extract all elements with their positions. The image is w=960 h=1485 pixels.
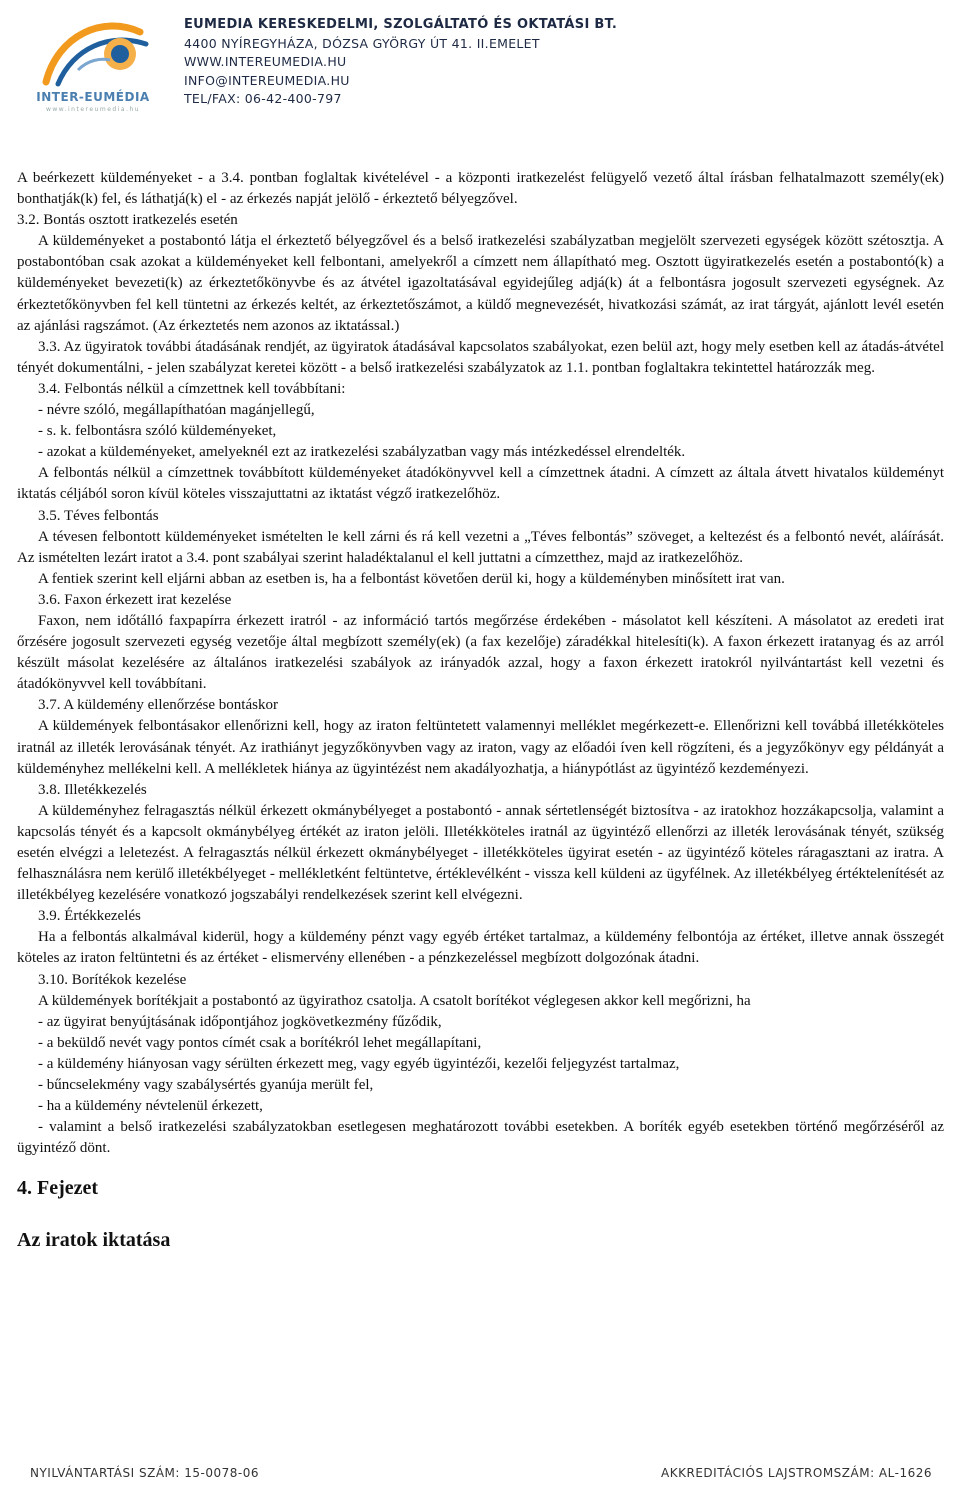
section-title: 3.2. Bontás osztott iratkezelés esetén: [17, 212, 238, 229]
list-item: - a beküldő nevét vagy pontos címét csak a borítékról lehet megállapítani,: [38, 1034, 482, 1051]
paragraph: A küldeményeket a postabontó látja el érkeztető bélyegzővel és a belső iratkezelési szabályzatban megjelölt szervezeti egységek között szétosztja. A postabontóban csak azokat a küldeményeket kell felbontani, amelyekről a címzett nem állapítható meg. Osztott ügyiratkezelés esetén a postabontó(k) a küldeményeket bevezeti(k) az érkeztetőkönyvbe és az átvétel igazoltatásával egyidejűleg adjá(k) át a felbontásra jogosult szervezeti egységnek. Az érkeztetőkönyvben fel kell tüntetni az érkezés keltét, az érkeztetőszámot, a küldő megnevezését, hivatkozási számát, az irat tárgyát, ajánlott levél esetén az ajánlási ragszámot. (Az érkeztetés nem azonos az iktatással.): [17, 233, 944, 334]
logo-website: www.intereumedia.hu: [45, 106, 141, 113]
list-item: - névre szóló, megállapíthatóan magánjellegű,: [38, 402, 315, 419]
list-item: - bűncselekmény vagy szabálysértés gyanúja merült fel,: [38, 1077, 374, 1094]
paragraph: A felbontás nélkül a címzettnek továbbított küldeményeket átadókönyvvel kell a címzettnek átadni. A címzett az általa átvett hivatalos küldeményt iktatás céljából soron kívül köteles visszajuttatni az iktatást végző iratkezelőhöz.: [17, 465, 944, 503]
company-web: WWW.INTEREUMEDIA.HU: [184, 54, 347, 70]
company-phone: TEL/FAX: 06-42-400-797: [184, 91, 342, 107]
company-name: EUMEDIA KERESKEDELMI, SZOLGÁLTATÓ ÉS OKTATÁSI BT.: [184, 17, 618, 32]
company-info: [184, 16, 617, 109]
registration-number: NYILVÁNTARTÁSI SZÁM: 15-0078-06: [30, 1466, 259, 1480]
paragraph: A küldeményhez felragasztás nélkül érkezett okmánybélyeget a postabontó - annak sértetlenségét biztosítva - az iratokhoz hozzákapcsolja, valamint a kapcsolás tényét és a kapcsolt okmánybélyeg értékét az iraton jelöli. Illetékköteles iratnál az ügyintéző ellenőrzi az illeték lerovásának tényét, szükség esetén elvégzi a leletezést. A felragasztás nélkül érkezett okmánybélyeget - illetékköteles ügyirat esetén - az ügyintéző köteles ráragasztani az iratra. A felhasználásra nem kerülő illetékbélyeget - mellékletként feltüntetve, értéklevélként - vissza kell küldeni az ügyfélnek. Az illetékbélyeg értéktelenítését az illetékbélyeg kezelésére vonatkozó jogszabályi rendelkezések szerint kell elvégezni.: [17, 802, 944, 904]
paragraph: A küldemények borítékjait a postabontó az ügyirathoz csatolja. A csatolt borítékot véglegesen akkor kell megőrizni, ha: [38, 992, 751, 1009]
list-item: - az ügyirat benyújtásának időpontjához jogkövetkezmény fűződik,: [38, 1013, 442, 1030]
accreditation-number: AKKREDITÁCIÓS LAJSTROMSZÁM: AL-1626: [661, 1466, 932, 1480]
paragraph: Faxon, nem időtálló faxpapírra érkezett iratról - az információ tartós megőrzése érdekében - másolatot kell készíteni. A másolatot az eredeti irat őrzésére jogosult szervezeti egység vezetője által megbízott személy(ek) (a fax kezelője) záradékkal hitelesíti(k). A faxon érkezett iratanyag és az arról készült másolat kezelésére az általános iratkezelési szabályok az irányadók azzal, hogy a faxon érkezett iratokról nyilvántartást kell vezetni és átadókönyvvel kell továbbítani.: [17, 612, 944, 693]
page-header: [0, 0, 960, 115]
section-title: 3.8. Illetékkezelés: [38, 781, 147, 798]
section-title: 3.10. Borítékok kezelése: [38, 971, 187, 988]
list-item: - valamint a belső iratkezelési szabályzatokban esetlegesen meghatározott további esetekben. A boríték egyéb esetekben történő megőrzéséről az ügyintéző dönt.: [17, 1119, 944, 1157]
section-title: 3.6. Faxon érkezett irat kezelése: [38, 591, 232, 608]
company-email: INFO@INTEREUMEDIA.HU: [184, 72, 350, 88]
section-title: 3.4. Felbontás nélkül a címzettnek kell továbbítani:: [38, 380, 346, 397]
list-item: - ha a küldemény névtelenül érkezett,: [38, 1098, 263, 1115]
document-body: [17, 168, 944, 1253]
paragraph: Ha a felbontás alkalmával kiderül, hogy a küldemény pénzt vagy egyéb értéket tartalmaz, a küldemény felbontója az értéket, illetve annak összegét köteles az iraton feltüntetni és az értéket - elismervény ellenében - a pénzkezeléssel megbízott dolgozónak átadni.: [17, 929, 944, 967]
company-logo: [28, 10, 158, 113]
paragraph: A küldemények felbontásakor ellenőrizni kell, hogy az iraton feltüntetett valamennyi melléklet megérkezett-e. Ellenőrizni kell továbbá illetékköteles iratnál az illeték lerovásának tényét. Az irathiányt jegyzőkönyvben vagy az iraton, vagy az előadói íven kell rögzíteni, és a jegyzőkönyv egy példányát a küldeményhez mellékelni kell. A mellékletek hiánya az ügyintézést nem akadályozhatja, a hiánypótlást az ügyintéző kezdeményezi.: [17, 718, 944, 777]
list-item: - s. k. felbontásra szóló küldeményeket,: [38, 423, 277, 440]
section-title: 3.9. Értékkezelés: [38, 908, 141, 925]
company-address: 4400 NYÍREGYHÁZA, DÓZSA GYÖRGY ÚT 41. II.EMELET: [184, 35, 540, 51]
chapter-heading: 4. Fejezet: [17, 1177, 99, 1200]
section-title: 3.7. A küldemény ellenőrzése bontáskor: [38, 697, 278, 714]
paragraph: 3.3. Az ügyiratok további átadásának rendjét, az ügyiratok átadásával kapcsolatos szabályokat, ezen belül azt, hogy mely esetben kell az átadás-átvétel tényét dokumentálni, - jelen szabályzat keretei között - a belső iratkezelési szabályzatok az 1.1. pontban foglaltakra tekintettel határozzák meg.: [17, 338, 944, 376]
paragraph: A tévesen felbontott küldeményeket ismételten le kell zárni és rá kell vezetni a „Téves felbontás” szöveget, a keltezést és a felbontó nevét, aláírását. Az ismételten lezárt iratot a 3.4. pont szabályai szerint haladéktalanul el kell juttatni a címzetthez, majd az iratkezelőhöz.: [17, 528, 944, 566]
paragraph: A fentiek szerint kell eljárni abban az esetben is, ha a felbontást követően derül ki, hogy a küldeményben minősített irat van.: [38, 570, 785, 587]
paragraph: A beérkezett küldeményeket - a 3.4. pontban foglaltak kivételével - a központi iratkezelést felügyelő vezető által írásban felhatalmazott személy(ek) bonthatják(k) fel, és láthatjá(k) el - az érkezés napját jelölő - érkeztető bélyegzővel.: [17, 170, 944, 208]
list-item: - azokat a küldeményeket, amelyeknél ezt az iratkezelési szabályzatban vagy más intézkedéssel elrendelték.: [38, 444, 686, 461]
list-item: - a küldemény hiányosan vagy sérülten érkezett meg, vagy egyéb ügyintézői, kezelői feljegyzést tartalmaz,: [38, 1055, 680, 1072]
section-title: 3.5. Téves felbontás: [38, 507, 159, 524]
logo-icon: [28, 10, 158, 90]
logo-name: INTER-EUMÉDIA: [36, 90, 150, 104]
chapter-subheading: Az iratok iktatása: [17, 1229, 171, 1252]
